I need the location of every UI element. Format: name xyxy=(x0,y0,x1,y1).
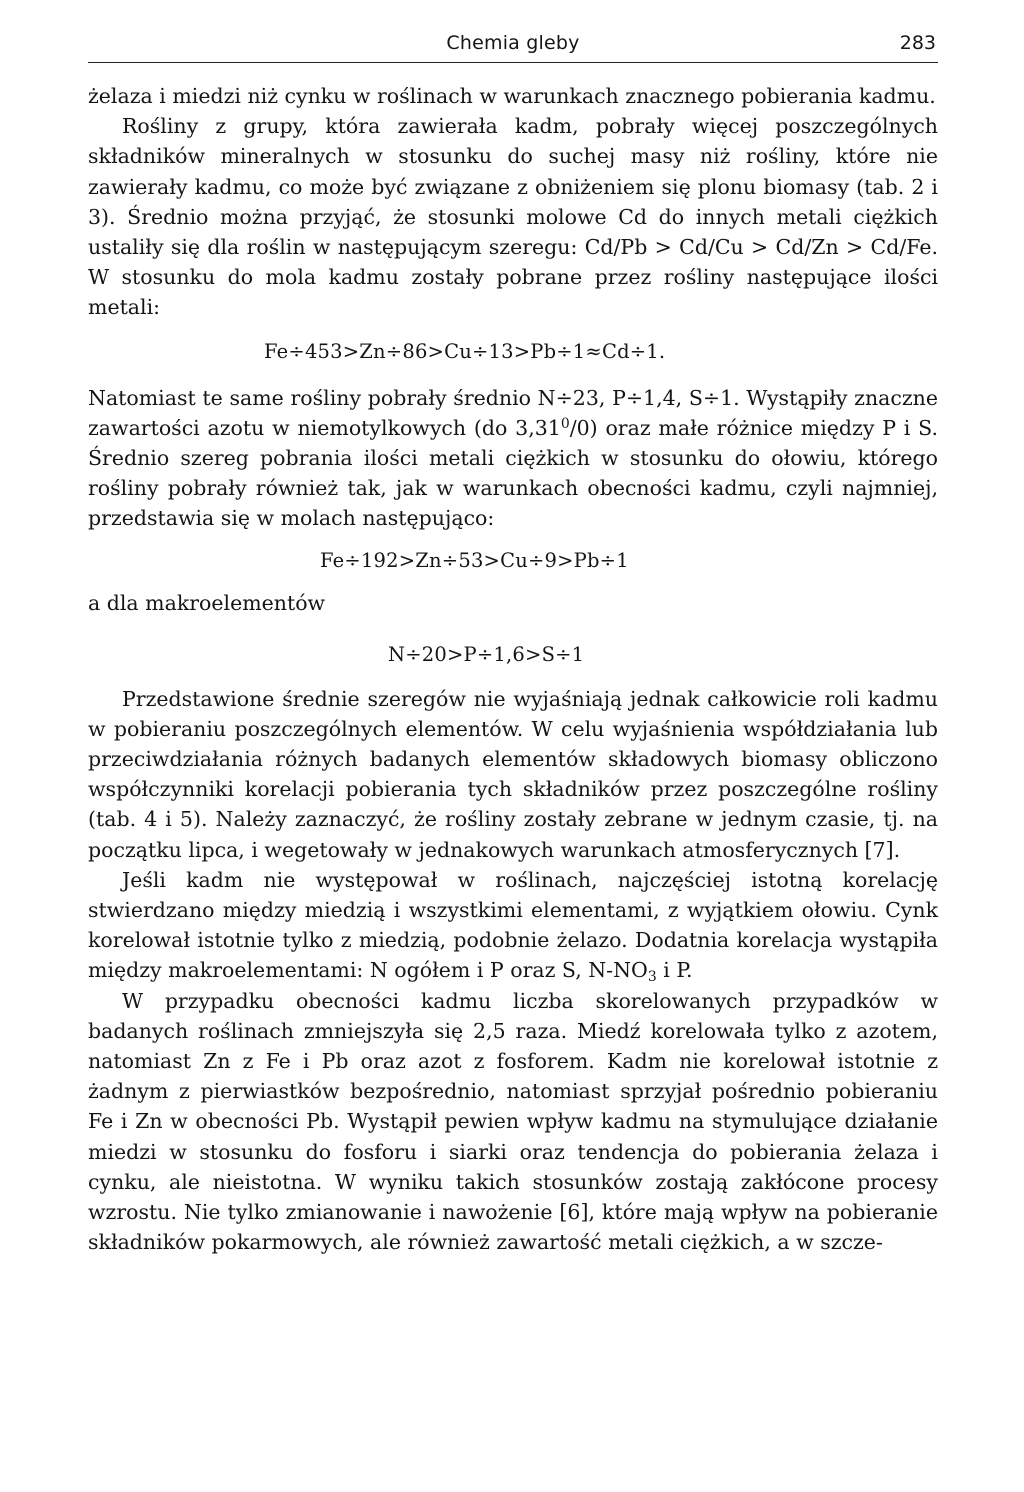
paragraph-3-part-a: Natomiast te same rośliny pobrały średnio N÷23, P÷1,4, S÷1. Wystąpiły znaczne zawartości azotu w niemotylkowych (do 3,31 xyxy=(88,385,938,440)
paragraph-1: żelaza i miedzi niż cynku w roślinach w warunkach znacznego pobierania kadmu. xyxy=(88,84,936,108)
paragraph-3 xyxy=(88,383,938,534)
paragraph-5-part-a: Jeśli kadm nie występował w roślinach, najczęściej istotną korelację stwierdzano między miedzią i wszystkimi elementami, z wyjątkiem ołowiu. Cynk korelował istotnie tylko z miedzią, podobnie żelazo. Dodatnia korelacja wystąpiła między makroelementami: N ogółem i P oraz S, N-NO xyxy=(88,867,938,983)
formula-molar-ratios-cd: Fe÷453>Zn÷86>Cu÷13>Pb÷1≈Cd÷1. xyxy=(264,339,666,363)
percent-superscript: 0 xyxy=(560,415,570,432)
document-page xyxy=(88,24,938,1258)
lead-makroelements: a dla makroelementów xyxy=(88,590,326,615)
page-header xyxy=(88,24,938,63)
formula-macroelements: N÷20>P÷1,6>S÷1 xyxy=(388,642,585,666)
page-number: 283 xyxy=(899,32,936,54)
paragraph-5-part-b: i P. xyxy=(656,958,693,983)
formula-molar-ratios-pb: Fe÷192>Zn÷53>Cu÷9>Pb÷1 xyxy=(320,548,629,572)
running-title: Chemia gleby xyxy=(446,32,580,54)
paragraph-5 xyxy=(88,865,938,986)
paragraph-3-part-b: /0) oraz małe różnice między P i S. Średnio szereg pobrania ilości metali ciężkich w stosunku do ołowiu, którego rośliny pobrały również tak, jak w warunkach obecności kadmu, czyli najmniej, przedstawia się w molach następująco: xyxy=(88,415,938,531)
paragraph-6: W przypadku obecności kadmu liczba skorelowanych przypadków w badanych roślinach zmniejszyła się 2,5 raza. Miedź korelowała tylko z azotem, natomiast Zn z Fe i Pb oraz azot z fosforem. Kadm nie korelował istotnie z żadnym z pierwiastków bezpośrednio, natomiast sprzyjał pośrednio pobieraniu Fe i Zn w obecności Pb. Wystąpił pewien wpływ kadmu na stymulujące działanie miedzi w stosunku do fosforu i siarki oraz tendencja do pobierania żelaza i cynku, ale nieistotna. W wyniku takich stosunków zostają zakłócone procesy wzrostu. Nie tylko zmianowanie i nawożenie [6], które mają wpływ na pobieranie składników pokarmowych, ale również zawartość metali ciężkich, a w szcze- xyxy=(88,988,938,1255)
body-text xyxy=(88,81,938,1258)
paragraph-4: Przedstawione średnie szeregów nie wyjaśniają jednak całkowicie roli kadmu w pobieraniu poszczególnych elementów. W celu wyjaśnienia współdziałania lub przeciwdziałania różnych badanych elementów składowych biomasy obliczono współczynniki korelacji pobierania tych składników przez poszczególne rośliny (tab. 4 i 5). Należy zaznaczyć, że rośliny zostały zebrane w jednym czasie, tj. na początku lipca, i wegetowały w jednakowych warunkach atmosferycznych [7]. xyxy=(88,686,938,862)
nitrate-subscript: 3 xyxy=(647,969,657,986)
paragraph-2: Rośliny z grupy, która zawierała kadm, pobrały więcej poszczególnych składników mineralnych w stosunku do suchej masy niż rośliny, które nie zawierały kadmu, co może być związane z obniżeniem się plonu biomasy (tab. 2 i 3). Średnio można przyjąć, że stosunki molowe Cd do innych metali ciężkich ustaliły się dla roślin w następującym szeregu: Cd/Pb > Cd/Cu > Cd/Zn > Cd/Fe. W stosunku do mola kadmu zostały pobrane przez rośliny następujące ilości metali: xyxy=(88,114,938,320)
